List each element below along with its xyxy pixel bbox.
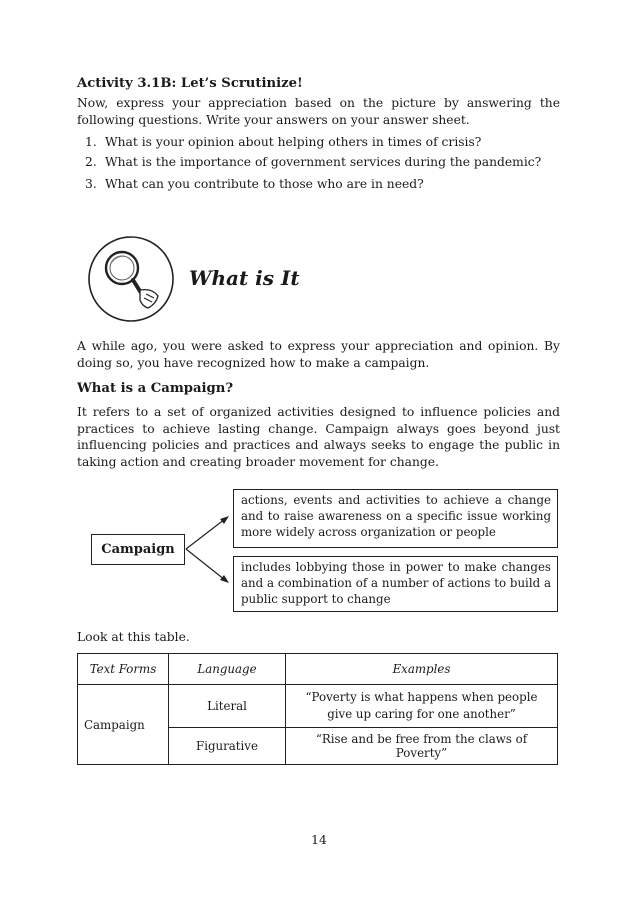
table-cell-text-form: Campaign (78, 685, 169, 765)
table-cell-language: Literal (169, 685, 286, 728)
campaign-heading: What is a Campaign? (77, 381, 234, 396)
question-item (85, 176, 424, 192)
question-number: 1. (85, 135, 97, 149)
table-header-cell: Text Forms (78, 654, 169, 685)
page-number: 14 (311, 833, 327, 847)
question-item (85, 134, 481, 150)
question-text: What can you contribute to those who are in need? (105, 177, 424, 191)
table-row (78, 685, 558, 728)
table-header-cell: Language (169, 654, 286, 685)
question-number: 2. (85, 155, 97, 169)
table-intro: Look at this table. (77, 630, 190, 644)
diagram-center-campaign: Campaign (91, 534, 185, 565)
diagram-box-lobbying: includes lobbying those in power to make changes and a combination of a number of actions to build a public support to change (233, 556, 558, 612)
activity-intro: Now, express your appreciation based on the picture by answering the following questions. Write your answers on your answer sheet. (77, 96, 560, 127)
table-header-cell: Examples (286, 654, 558, 685)
section-title-what-is-it: What is It (189, 266, 300, 290)
diagram-box-actions: actions, events and activities to achieve a change and to raise awareness on a specific issue working more widely across organization or people (233, 489, 558, 548)
activity-title: Activity 3.1B: Let’s Scrutinize! (77, 76, 303, 91)
question-text: What is the importance of government services during the pandemic? (105, 155, 542, 169)
magnifying-glass-icon (86, 234, 176, 324)
question-number: 3. (85, 177, 97, 191)
paragraph-intro: A while ago, you were asked to express your appreciation and opinion. By doing so, you have recognized how to make a campaign. (77, 339, 560, 370)
paragraph-campaign-definition: It refers to a set of organized activities designed to influence policies and practices to achieve lasting change. Campaign always goes beyond just influencing policies and practices and always seeks to engage the public in taking action and creating broader movement for change. (77, 405, 560, 469)
table-cell-example: “Poverty is what happens when people give up caring for one another” (286, 685, 558, 728)
table-header-row (78, 654, 558, 685)
table-cell-language: Figurative (169, 728, 286, 765)
question-item (85, 154, 541, 170)
text-forms-table (77, 653, 558, 765)
table-cell-example: “Rise and be free from the claws of Poverty” (286, 728, 558, 765)
diagram-arrows (183, 510, 237, 590)
question-text: What is your opinion about helping others in times of crisis? (105, 135, 482, 149)
